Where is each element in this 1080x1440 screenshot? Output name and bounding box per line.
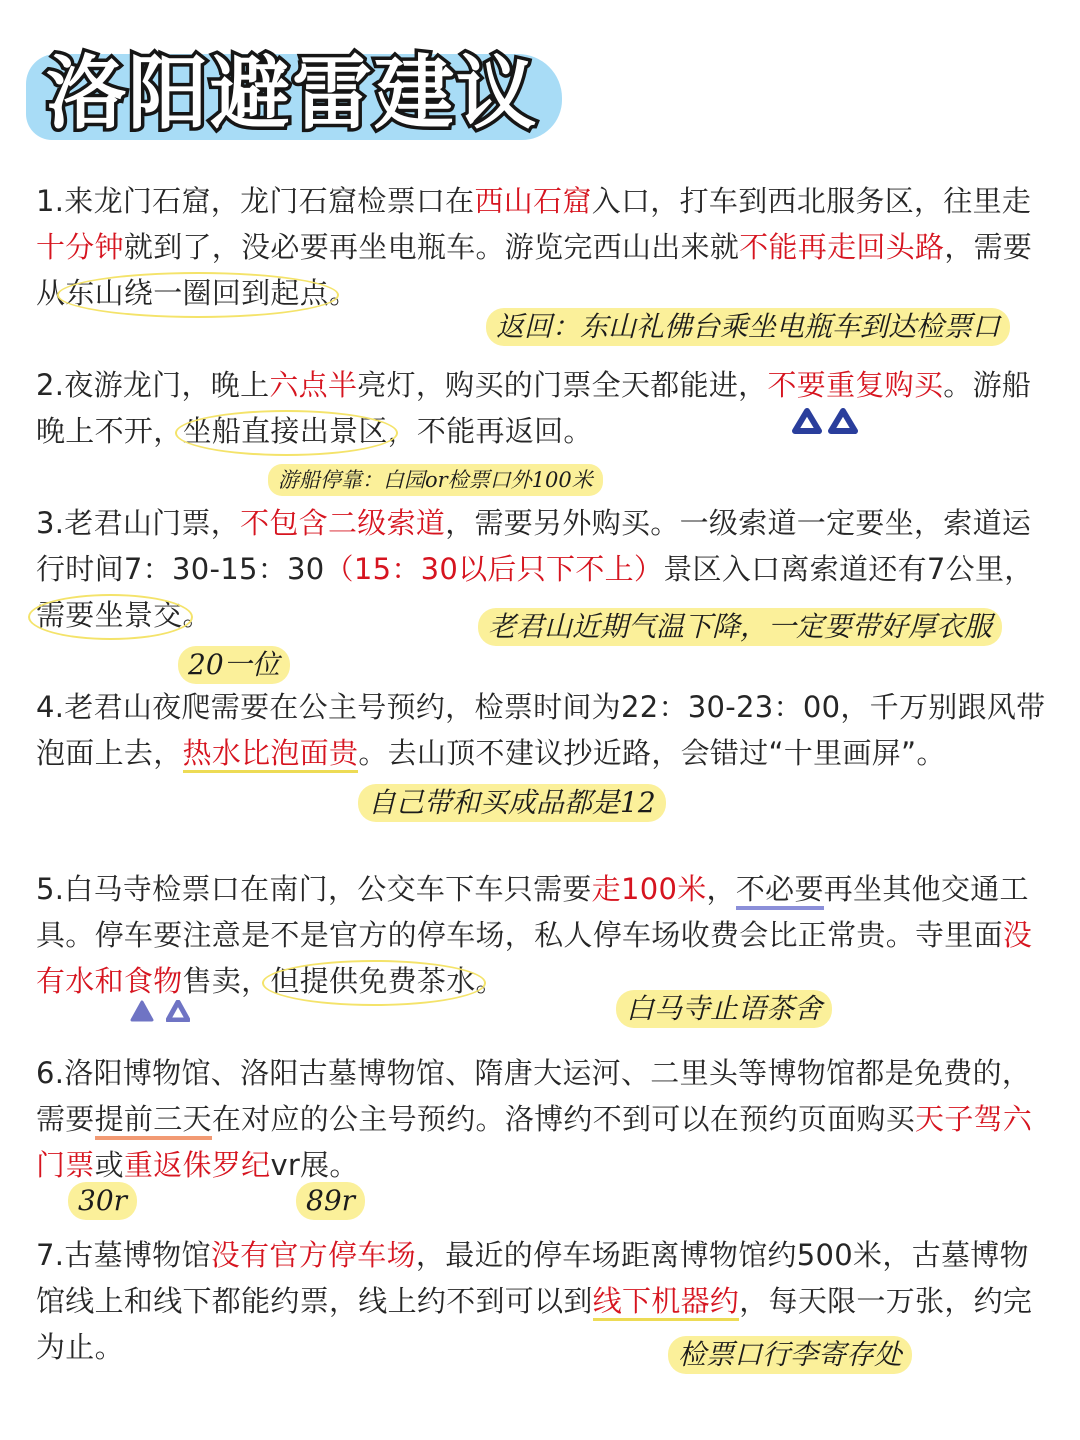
- triangle-icon: [166, 1000, 190, 1022]
- tip-1-text: ，需要从: [36, 230, 1033, 310]
- tip-4-highlight: 热水比泡面贵: [183, 736, 359, 773]
- tip-5-text: 售卖，: [182, 964, 271, 998]
- tip-1: [36, 178, 1046, 316]
- tip-1-note: 返回：东山礼佛台乘坐电瓶车到达检票口: [486, 308, 1010, 346]
- tip-1-text: 就到了，没必要再坐电瓶车。游览完西山出来就: [123, 230, 740, 264]
- tip-3-circled: 需要坐景交: [36, 592, 183, 638]
- tip-2-highlight: 六点半: [269, 368, 358, 402]
- tip-2-text: 2.夜游龙门，晚上: [36, 368, 270, 402]
- tip-4: [36, 684, 1046, 776]
- tip-3-note-price: 20一位: [178, 646, 290, 684]
- tip-5-underlined: 不必要: [736, 872, 824, 910]
- tip-3-highlight: （15：30以后只下不上）: [324, 552, 664, 586]
- tip-6-text: 在对应的公主号预约。洛博约不到可以在预约页面购买: [211, 1102, 916, 1136]
- tip-2: [36, 362, 1046, 454]
- tip-7-text: ，每天限一万张，约完为止。: [36, 1284, 1033, 1364]
- tip-7-highlight: 线下机器约: [593, 1284, 740, 1321]
- tip-1-text: 1.来龙门石窟，龙门石窟检票口在: [36, 184, 475, 218]
- tip-5-text: 。: [475, 964, 505, 998]
- tip-7-note: 检票口行李寄存处: [668, 1336, 912, 1374]
- page-title: 洛阳避雷建议: [46, 47, 538, 140]
- tip-6-text: 6.洛阳博物馆、洛阳古墓博物馆、隋唐大运河、二里头等博物馆都是免费的，需要: [36, 1056, 1032, 1136]
- tip-2-circled: 坐船直接出景区: [183, 408, 388, 454]
- triangle-icon: [130, 1000, 154, 1022]
- tip-1-circled: 东山绕一圈回到起点: [65, 270, 329, 316]
- tip-5: [36, 866, 1046, 1004]
- triangle-icon: [792, 408, 822, 434]
- tip-3-text: 景区入口离索道还有7公里，: [663, 552, 1034, 586]
- tip-3-note-clothes: 老君山近期气温下降，一定要带好厚衣服: [478, 608, 1002, 646]
- tip-5-text: 再坐其他交通工具。停车要注意是不是官方的停车场，私人停车场收费会比正常贵。寺里面: [36, 872, 1029, 952]
- tip-6-highlight: 重返侏罗纪: [123, 1148, 271, 1182]
- tip-6-text: 或: [94, 1148, 124, 1182]
- tip-1-text: 入口，打车到西北服务区，往里走: [591, 184, 1032, 218]
- tip-5-note: 白马寺止语茶舍: [616, 990, 832, 1028]
- tip-2-text: ，不能再返回。: [387, 414, 593, 448]
- tip-1-text: 。: [329, 276, 359, 310]
- tip-5-text: ，: [706, 872, 736, 906]
- tip-6: [36, 1050, 1046, 1188]
- tip-2-note: 游船停靠：白园or检票口外100米: [268, 464, 603, 496]
- tip-7-text: 7.古墓博物馆: [36, 1238, 211, 1272]
- triangle-icon: [828, 408, 858, 434]
- tip-5-circled: 但提供免费茶水: [270, 958, 475, 1004]
- tip-6-note-price-1: 30r: [68, 1182, 137, 1220]
- title-banner: [26, 42, 566, 148]
- tip-7-text: ，最近的停车场距离博物馆约500米，古墓博物馆线上和线下都能约票，线上约不到可以到: [36, 1238, 1029, 1318]
- tip-3-highlight: 不包含二级索道: [240, 506, 446, 540]
- tip-3-text: ，需要另外购买。一级索道一定要坐，索道运行时间7：30-15：30: [36, 506, 1032, 586]
- tip-6-note-price-2: 89r: [296, 1182, 365, 1220]
- tip-1-highlight: 十分钟: [36, 230, 124, 264]
- tip-2-text: 亮灯，购买的门票全天都能进，: [357, 368, 768, 402]
- tip-5-highlight: 没有水和食物: [36, 918, 1033, 998]
- tip-4-text: 4.老君山夜爬需要在公主号预约，检票时间为22：30-23：00，千万别跟风带泡面上去，: [36, 690, 1046, 770]
- tip-2-text: 。游船晚上不开，: [36, 368, 1032, 448]
- tip-1-highlight: 不能再走回头路: [739, 230, 945, 264]
- tip-5-highlight: 走100米: [591, 872, 707, 906]
- tip-6-text: vr展。: [270, 1148, 359, 1182]
- tip-1-highlight: 西山石窟: [474, 184, 592, 218]
- tip-7-highlight: 没有官方停车场: [210, 1238, 416, 1272]
- tip-6-highlight: 天子驾六门票: [36, 1102, 1033, 1182]
- tip-2-highlight: 不要重复购买: [767, 368, 944, 402]
- tip-4-text: 。去山顶不建议抄近路，会错过“十里画屏”。: [358, 736, 946, 770]
- tip-3-text: 3.老君山门票，: [36, 506, 241, 540]
- tip-3-text: 。: [182, 598, 212, 632]
- tip-4-note: 自己带和买成品都是12: [358, 784, 666, 822]
- tip-6-underlined: 提前三天: [95, 1102, 212, 1140]
- tip-5-text: 5.白马寺检票口在南门，公交车下车只需要: [36, 872, 592, 906]
